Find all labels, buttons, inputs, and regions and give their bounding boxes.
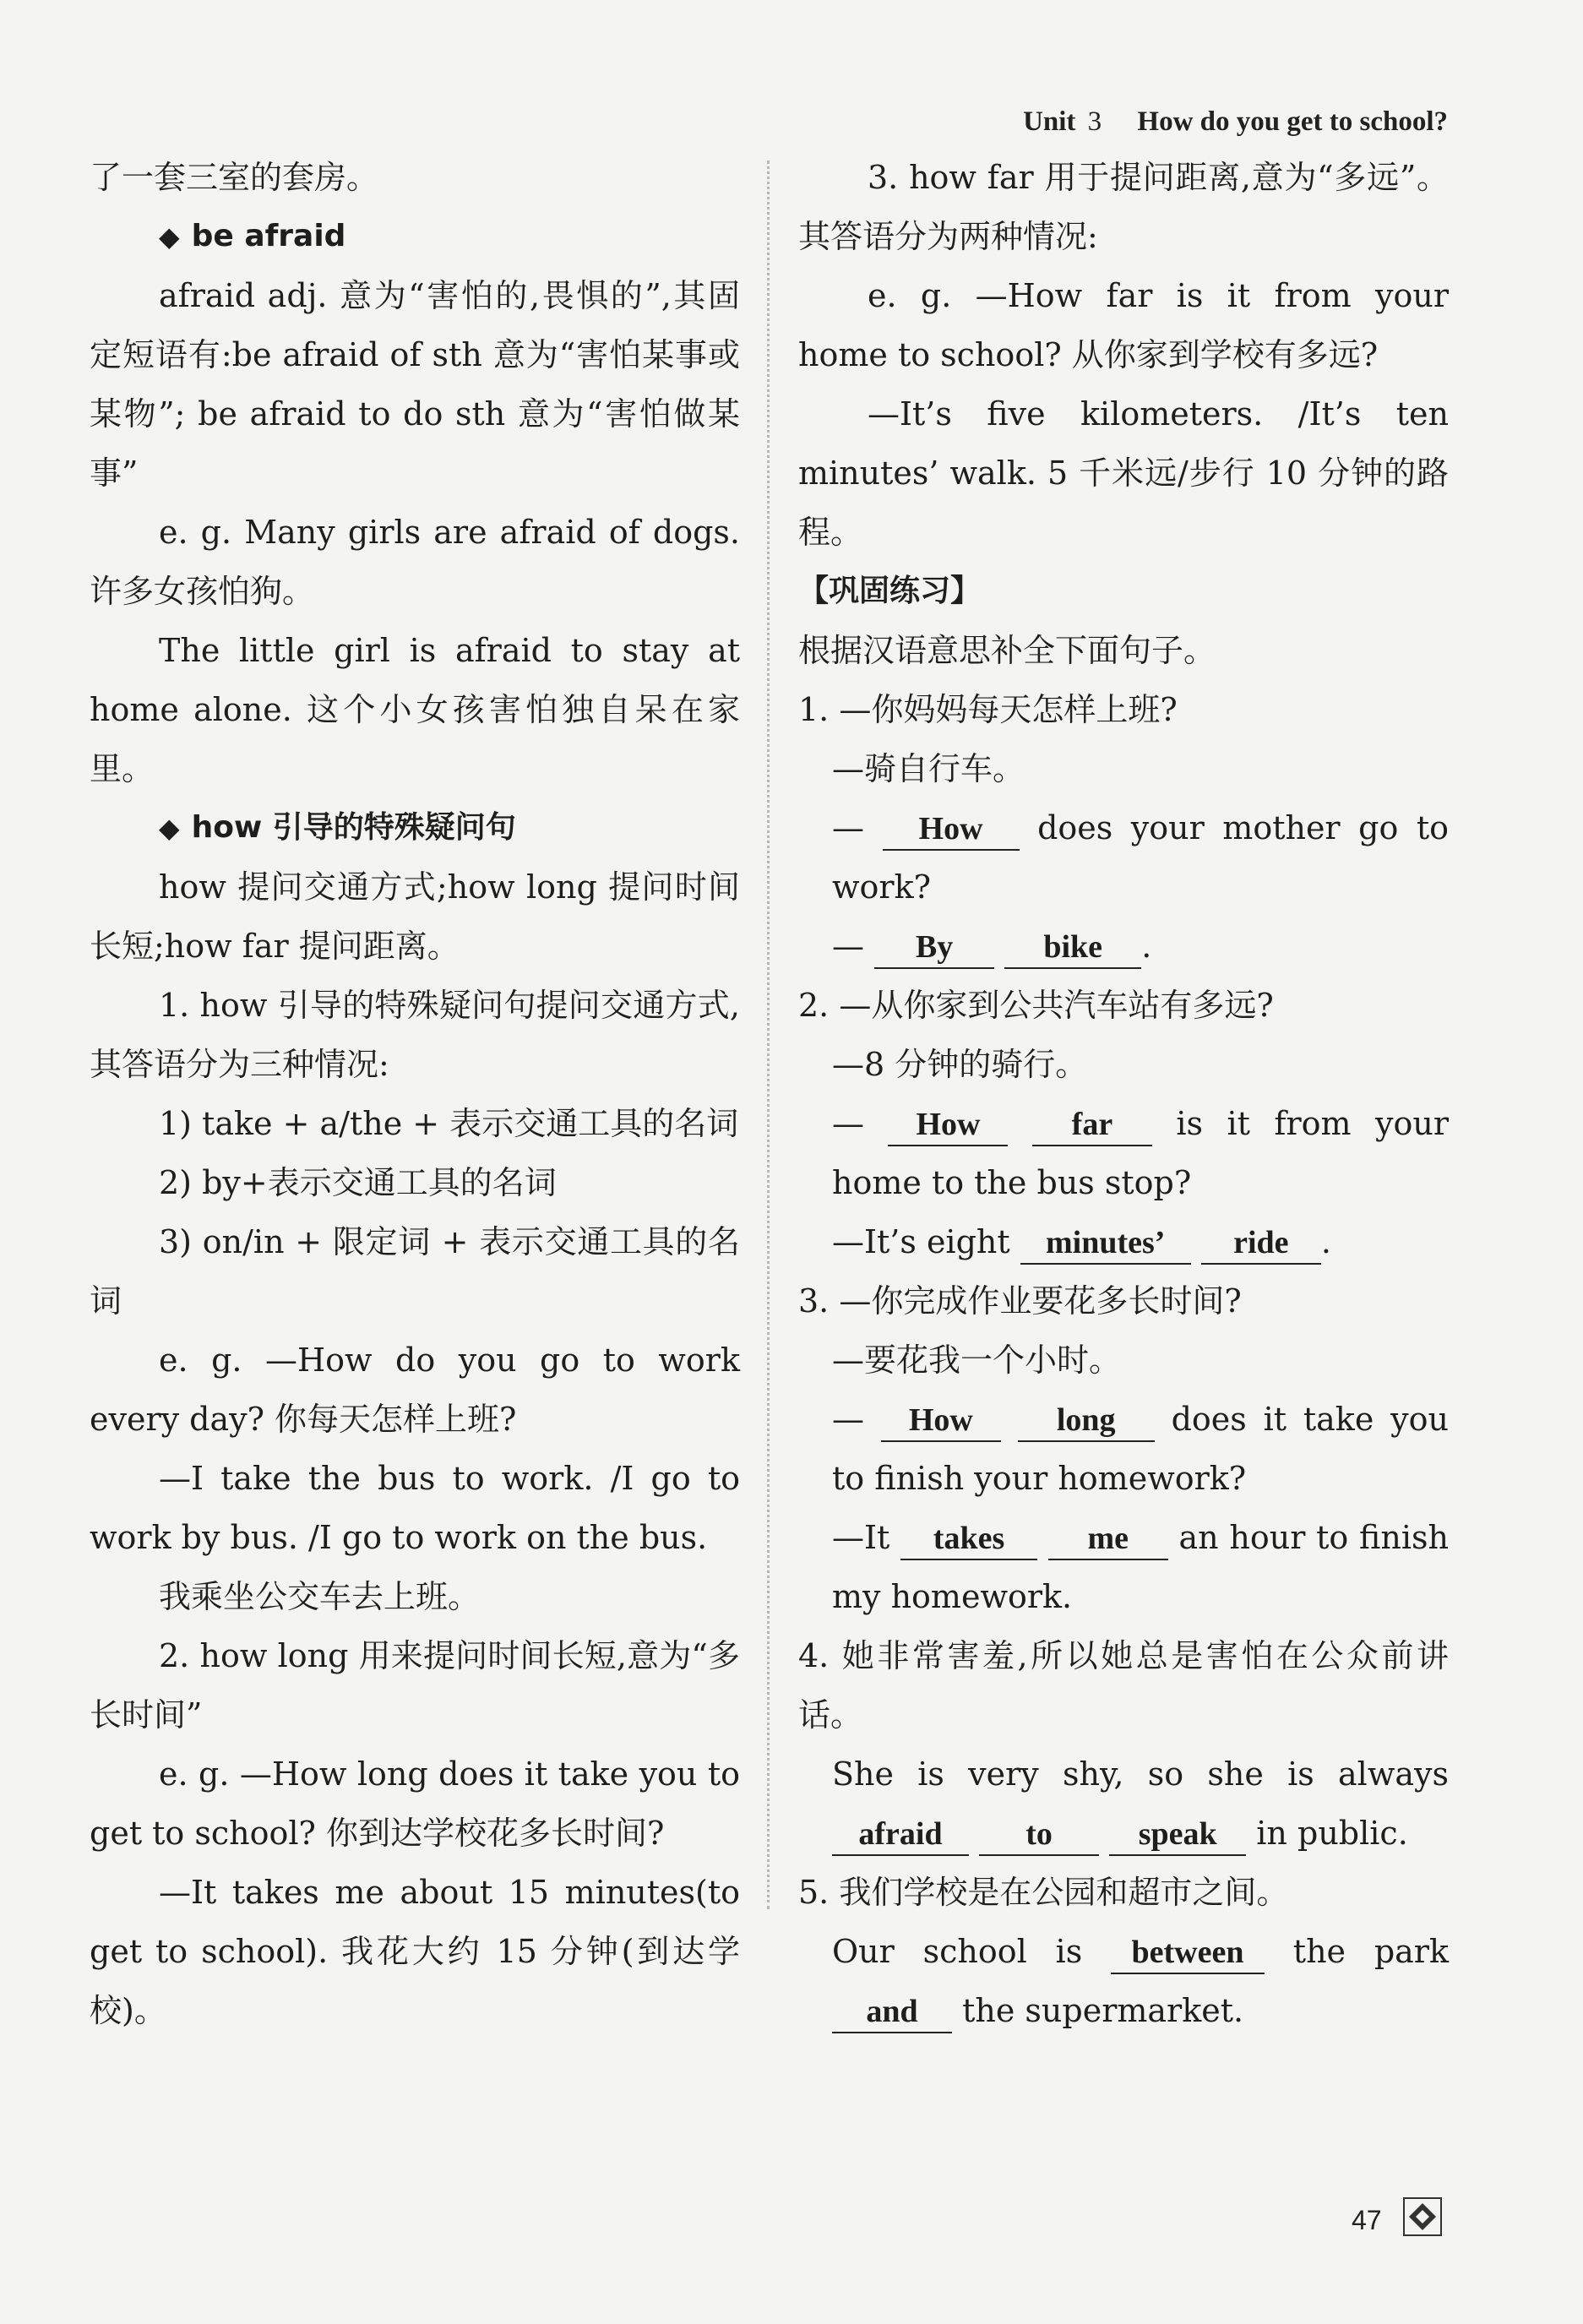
question-5-cn: 5. 我们学校是在公园和超市之间。 bbox=[798, 1874, 1289, 1911]
unit-number: 3 bbox=[1087, 106, 1102, 137]
example: e. g. Many girls are afraid of dogs. 许多女孩怕狗。 bbox=[90, 514, 740, 610]
question-5-line: Our school is between the park and the supermarket. bbox=[798, 1922, 1449, 2040]
list-item: 3) on/in + 限定词 + 表示交通工具的名词 bbox=[90, 1223, 740, 1320]
question-3-cn: 3. —你完成作业要花多长时间? bbox=[798, 1282, 1242, 1320]
example: e. g. —How long does it take you to get to school? 你到达学校花多长时间? bbox=[90, 1755, 740, 1852]
paragraph: 1. how 引导的特殊疑问句提问交通方式,其答语分为三种情况: bbox=[90, 987, 740, 1083]
example: e. g. —How far is it from your home to school? 从你家到学校有多远? bbox=[798, 277, 1449, 373]
diamond-page-icon bbox=[1402, 2196, 1443, 2237]
question-2-line: —It’s eight minutes’ ride . bbox=[798, 1212, 1449, 1271]
question-2-cn: 2. —从你家到公共汽车站有多远? bbox=[798, 987, 1274, 1024]
question-1-cn-answer: —骑自行车。 bbox=[832, 750, 1025, 787]
paragraph: afraid adj. 意为“害怕的,畏惧的”,其固定短语有:be afraid of sth 意为“害怕某事或某物”; be afraid to do sth 意为“害怕做某事” bbox=[90, 277, 740, 492]
answer-blank: between bbox=[1111, 1932, 1265, 1974]
answer-blank: bike bbox=[1004, 927, 1141, 969]
answer-blank: far bbox=[1032, 1104, 1152, 1146]
diamond-icon: ◆ bbox=[159, 812, 180, 844]
section-heading: ◆ how 引导的特殊疑问句 bbox=[159, 810, 516, 845]
example: The little girl is afraid to stay at home alone. 这个小女孩害怕独自呆在家里。 bbox=[90, 632, 740, 787]
answer-blank: speak bbox=[1109, 1814, 1246, 1856]
question-3-cn-answer: —要花我一个小时。 bbox=[832, 1342, 1122, 1379]
answer-blank: How bbox=[881, 1400, 1001, 1442]
question-1-line: — By bike . bbox=[798, 917, 1449, 976]
question-2-cn-answer: —8 分钟的骑行。 bbox=[832, 1046, 1088, 1083]
example: 我乘坐公交车去上班。 bbox=[159, 1578, 481, 1615]
answer-blank: me bbox=[1048, 1518, 1168, 1560]
paragraph: 了一套三室的套房。 bbox=[90, 159, 379, 196]
running-header bbox=[1023, 106, 1448, 138]
column-divider bbox=[767, 161, 770, 1909]
question-4-cn: 4. 她非常害羞,所以她总是害怕在公众前讲话。 bbox=[798, 1637, 1449, 1733]
unit-label: Unit bbox=[1023, 106, 1076, 137]
left-column bbox=[90, 148, 740, 2040]
question-3-line: —It takes me an hour to finish my homework. bbox=[832, 1519, 1449, 1615]
exercise-instruction: 根据汉语意思补全下面句子。 bbox=[798, 632, 1216, 669]
question-3-line: — How long does it take you to finish your homework? bbox=[832, 1401, 1449, 1497]
paragraph: 2. how long 用来提问时间长短,意为“多长时间” bbox=[90, 1637, 740, 1733]
list-item: 2) by+表示交通工具的名词 bbox=[159, 1164, 557, 1201]
exercise-title: 【巩固练习】 bbox=[798, 574, 982, 608]
answer-blank: long bbox=[1018, 1400, 1155, 1442]
paragraph: how 提问交通方式;how long 提问时间长短;how far 提问距离。 bbox=[90, 868, 740, 965]
answer-blank: minutes’ bbox=[1020, 1222, 1191, 1265]
paragraph: 3. how far 用于提问距离,意为“多远”。其答语分为两种情况: bbox=[798, 159, 1449, 255]
question-4-line: She is very shy, so she is always afraid to speak in public. bbox=[798, 1744, 1449, 1863]
question-1-line: — How does your mother go to work? bbox=[832, 809, 1449, 906]
answer-blank: afraid bbox=[832, 1814, 969, 1856]
example: e. g. —How do you go to work every day? 你每天怎样上班? bbox=[90, 1342, 740, 1438]
list-item: 1) take + a/the + 表示交通工具的名词 bbox=[159, 1105, 739, 1142]
question-2-line: — How far is it from your home to the bus stop? bbox=[832, 1105, 1449, 1201]
example: —It takes me about 15 minutes(to get to school). 我花大约 15 分钟(到达学校)。 bbox=[90, 1874, 740, 2029]
answer-blank: takes bbox=[900, 1518, 1037, 1560]
example: —I take the bus to work. /I go to work by bus. /I go to work on the bus. bbox=[90, 1460, 740, 1556]
question-1-cn: 1. —你妈妈每天怎样上班? bbox=[798, 691, 1178, 728]
example: —It’s five kilometers. /It’s ten minutes’ walk. 5 千米远/步行 10 分钟的路程。 bbox=[798, 395, 1449, 551]
section-heading: ◆ be afraid bbox=[159, 219, 346, 253]
page-number: 47 bbox=[1352, 2205, 1382, 2235]
unit-title: How do you get to school? bbox=[1137, 106, 1448, 137]
right-column bbox=[798, 148, 1449, 2040]
answer-blank: ride bbox=[1201, 1222, 1321, 1265]
diamond-icon: ◆ bbox=[159, 220, 180, 253]
answer-blank: and bbox=[832, 1991, 952, 2033]
answer-blank: How bbox=[888, 1104, 1008, 1146]
answer-blank: How bbox=[883, 808, 1020, 851]
answer-blank: By bbox=[874, 927, 994, 969]
answer-blank: to bbox=[979, 1814, 1099, 1856]
